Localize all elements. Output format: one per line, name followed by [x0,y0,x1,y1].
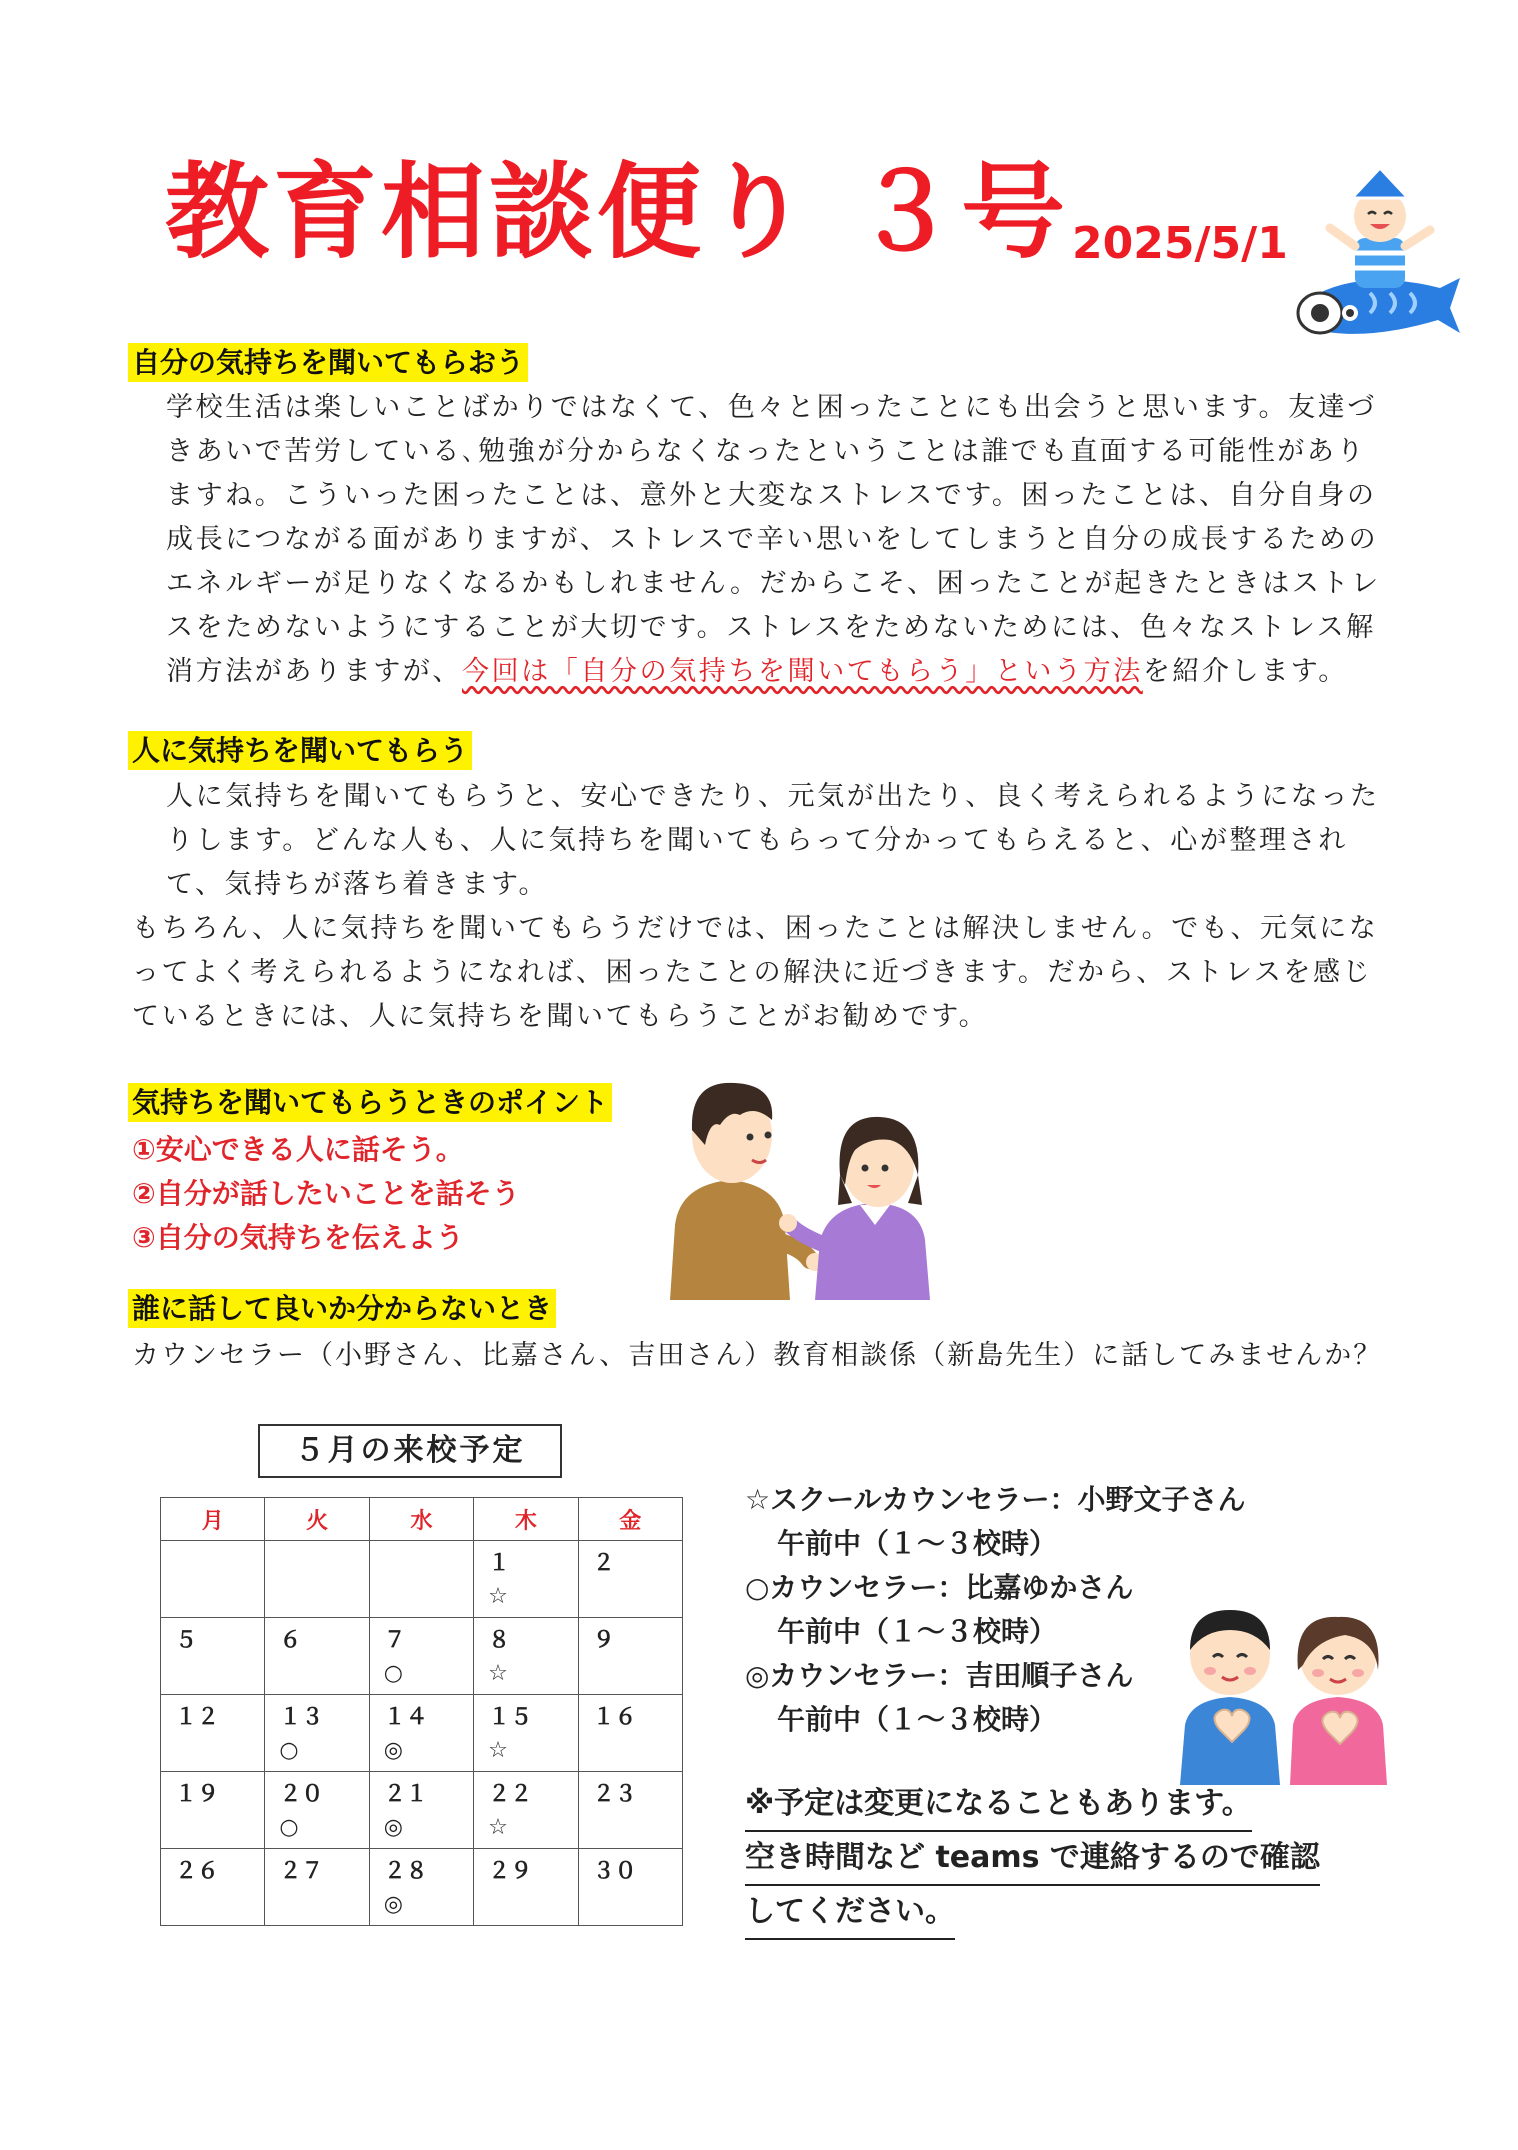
section-heading-others: 人に気持ちを聞いてもらう [128,731,472,770]
cell-date: ２２ [488,1782,533,1807]
cell-date: １４ [383,1705,428,1730]
cell-mark: ☆ [488,1584,508,1609]
title-text: 教育相談便り [165,151,814,273]
points-list [132,1128,520,1260]
cell-date: ３０ [592,1859,637,1884]
calendar-cell [578,1849,682,1926]
cell-mark: ◎ [383,1892,403,1917]
calendar-cell [265,1618,369,1695]
cell-mark: ☆ [488,1661,508,1686]
cell-date: １３ [279,1705,324,1730]
legend-item-time: 午前中（１～３校時） [777,1615,1058,1648]
body-text-main: 学校生活は楽しいことばかりではなくて、色々と困ったことにも出会うと思います。友達づきあいで苦労している､勉強が分からなくなったということは誰でも直面する可能性がありますね。こういった困ったことは、意外と大変なストレスです。困ったことは、自分自身の成長につながる面がありますが、ストレスで辛い思いをしてしまうと自分の成長するためのエネルギーが足りなくなるかもしれません。だからこそ、困ったことが起きたときはストレスをためないようにすることが大切です。ストレスをためないためには、色々なストレス解消方法がありますが、 [166,392,1381,687]
calendar-cell [265,1541,369,1618]
calendar-cell [578,1541,682,1618]
legend-item-title: ◎カウンセラー：吉田順子さん [745,1659,1134,1692]
calendar-day-header: 水 [369,1498,473,1541]
calendar-week-row [161,1695,683,1772]
cell-date: ５ [175,1628,198,1653]
legend-item-title: ○カウンセラー：比嘉ゆかさん [745,1571,1134,1604]
schedule-title: ５月の来校予定 [258,1424,562,1478]
calendar-day-header: 月 [161,1498,265,1541]
cell-mark: ☆ [488,1815,508,1840]
cell-date: ９ [592,1628,615,1653]
cell-mark: ○ [279,1815,299,1840]
counselor-invite-text: カウンセラー（小野さん、比嘉さん、吉田さん）教育相談係（新島先生）に話してみませんか？ [132,1340,1383,1371]
calendar-cell [474,1772,578,1849]
calendar-cell [369,1849,473,1926]
calendar-cell [474,1695,578,1772]
calendar-cell [161,1695,265,1772]
calendar-cell [578,1618,682,1695]
cell-date: １５ [488,1705,533,1730]
notice-line: ※予定は変更になることもあります。 [745,1778,1252,1832]
section-heading-listen: 自分の気持ちを聞いてもらおう [128,343,528,382]
calendar-cell [265,1849,369,1926]
point-item: ②自分が話したいことを話そう [132,1177,520,1210]
cell-mark: ☆ [488,1738,508,1763]
cell-date: ８ [488,1628,511,1653]
heart-hands-kids-illustration [1175,1595,1395,1785]
calendar-week-row [161,1849,683,1926]
schedule-calendar [160,1497,683,1926]
calendar-cell [578,1772,682,1849]
calendar-cell [265,1772,369,1849]
cell-date: ２８ [383,1859,428,1884]
schedule-notice [745,1778,1320,1940]
calendar-cell [161,1618,265,1695]
calendar-cell [265,1695,369,1772]
section-body-listen [132,386,1392,694]
legend-item-time: 午前中（１～３校時） [777,1703,1058,1736]
cell-date: ２３ [592,1782,637,1807]
cell-date: ２０ [279,1782,324,1807]
schedule-legend [745,1478,1246,1742]
issue-date: 2025/5/1 [1072,218,1288,269]
calendar-cell [161,1772,265,1849]
section-body-others [132,775,1392,1039]
cell-mark: ○ [279,1738,299,1763]
calendar-cell [578,1695,682,1772]
cell-date: ７ [383,1628,406,1653]
cell-date: ２７ [279,1859,324,1884]
cell-date: ２１ [383,1782,428,1807]
cell-mark: ○ [383,1661,403,1686]
cell-date: １ [488,1551,511,1576]
point-item: ①安心できる人に話そう。 [132,1133,464,1166]
cell-date: １９ [175,1782,220,1807]
body-paragraph-2: もちろん、人に気持ちを聞いてもらうだけでは、困ったことは解決しません。でも、元気になってよく考えられるようになれば、困ったことの解決に近づきます。だから、ストレスを感じているときには、人に気持ちを聞いてもらうことがお勧めです。 [132,913,1379,1032]
calendar-cell [369,1772,473,1849]
section-heading-who: 誰に話して良いか分からないとき [128,1289,556,1328]
section-heading-points: 気持ちを聞いてもらうときのポイント [128,1083,612,1122]
cell-date: ６ [279,1628,302,1653]
conversation-illustration [660,1065,940,1300]
calendar-cell [161,1849,265,1926]
calendar-day-header: 木 [474,1498,578,1541]
calendar-header-row [161,1498,683,1541]
notice-line: してください。 [745,1886,955,1940]
calendar-cell [369,1618,473,1695]
calendar-day-header: 火 [265,1498,369,1541]
cell-mark: ◎ [383,1815,403,1840]
calendar-cell [474,1618,578,1695]
body-text-highlight: 今回は「自分の気持ちを聞いてもらう」という方法 [462,656,1143,687]
cell-mark: ◎ [383,1738,403,1763]
body-paragraph-1: 人に気持ちを聞いてもらうと、安心できたり、元気が出たり、良く考えられるようになったりします。どんな人も、人に気持ちを聞いてもらって分かってもらえると、心が整理されて、気持ちが落ち着きます。 [166,781,1380,900]
issue-number: ３号 [853,151,1070,273]
legend-item-title: ☆スクールカウンセラー：小野文子さん [745,1483,1246,1516]
calendar-week-row [161,1772,683,1849]
cell-date: ２９ [488,1859,533,1884]
body-text-end: を紹介します。 [1142,656,1348,687]
cell-date: １２ [175,1705,220,1730]
cell-date: ２６ [175,1859,220,1884]
notice-line: 空き時間など teams で連絡するので確認 [745,1832,1320,1886]
legend-item-time: 午前中（１～３校時） [777,1527,1058,1560]
point-item: ③自分の気持ちを伝えよう [132,1221,464,1254]
calendar-cell [369,1695,473,1772]
koinobori-boy-illustration [1270,168,1470,368]
calendar-cell [161,1541,265,1618]
cell-date: ２ [592,1551,615,1576]
newsletter-title [165,151,1070,273]
calendar-week-row [161,1541,683,1618]
calendar-cell [369,1541,473,1618]
calendar-day-header: 金 [578,1498,682,1541]
cell-date: １６ [592,1705,637,1730]
calendar-cell [474,1849,578,1926]
calendar-cell [474,1541,578,1618]
calendar-week-row [161,1618,683,1695]
